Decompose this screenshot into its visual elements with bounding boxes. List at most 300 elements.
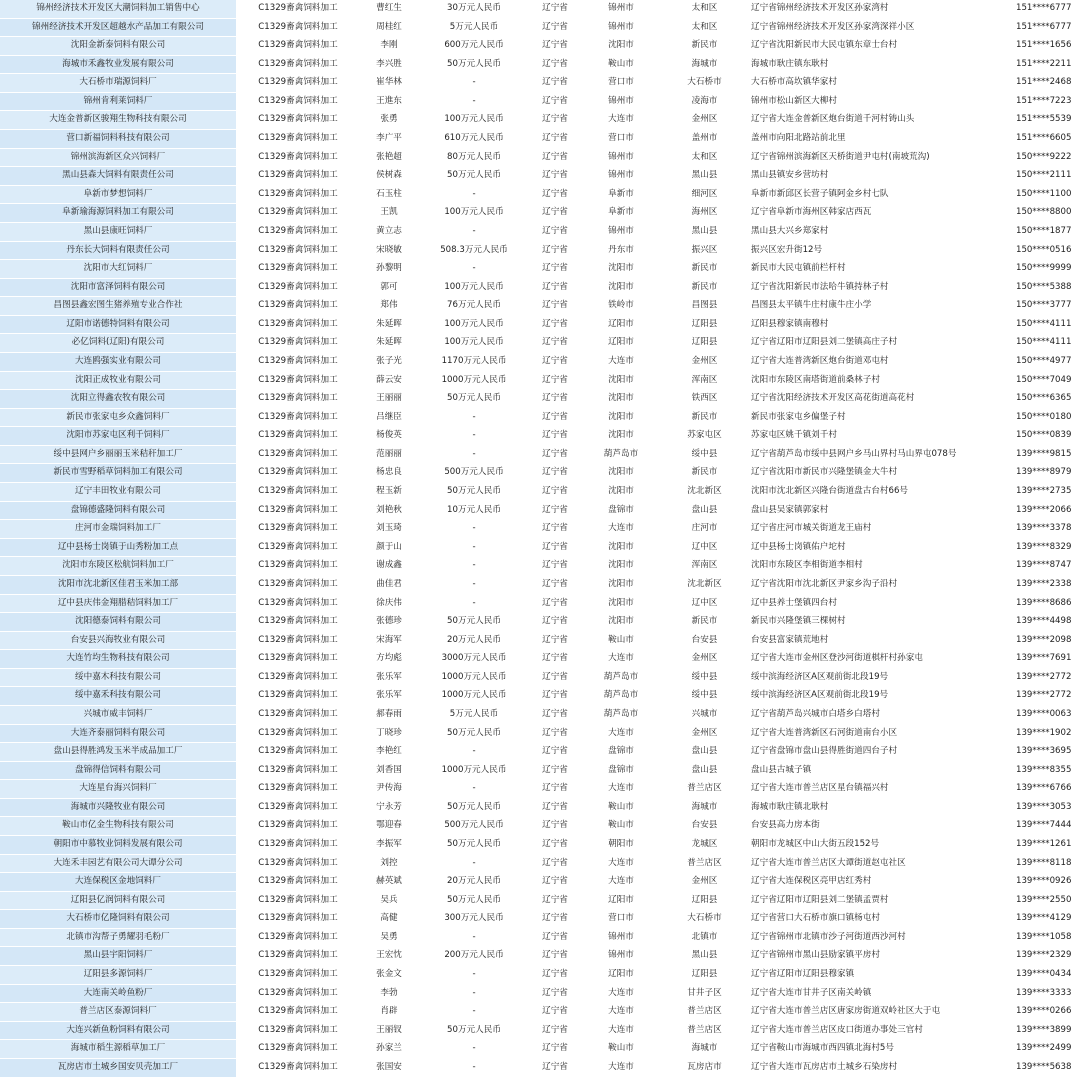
- phone-cell: 139****8355: [1014, 761, 1084, 780]
- table-row: [0, 0, 1084, 18]
- address-cell: 辽宁省大连市金州区登沙河街道棋杆村孙家屯: [747, 650, 1014, 669]
- city-cell: 大连市: [580, 724, 662, 743]
- company-name-cell: 普兰店区泰源饲料厂: [0, 1003, 236, 1022]
- registered-capital-cell: 50万元人民币: [418, 483, 530, 502]
- company-name-cell: 新民市张家屯乡众鑫饲料厂: [0, 408, 236, 427]
- table-row: [0, 390, 1084, 409]
- city-cell: 大连市: [580, 650, 662, 669]
- address-cell: 辽宁省辽阳市辽阳县刘二堡镇高庄子村: [747, 334, 1014, 353]
- city-cell: 辽阳市: [580, 966, 662, 985]
- address-cell: 锦州市松山新区大柳村: [747, 92, 1014, 111]
- city-cell: 鞍山市: [580, 55, 662, 74]
- company-name-cell: 黑山县森大饲料有限责任公司: [0, 167, 236, 186]
- industry-code-cell: C1329畜禽饲料加工: [236, 687, 360, 706]
- table-row: [0, 167, 1084, 186]
- table-row: [0, 687, 1084, 706]
- industry-code-cell: C1329畜禽饲料加工: [236, 891, 360, 910]
- industry-code-cell: C1329畜禽饲料加工: [236, 260, 360, 279]
- company-name-cell: 必亿饲料(辽阳)有限公司: [0, 334, 236, 353]
- registered-capital-cell: 1000万元人民币: [418, 371, 530, 390]
- company-name-cell: 辽中县杨士岗镇于山秀粉加工点: [0, 538, 236, 557]
- district-cell: 昌图县: [662, 297, 747, 316]
- province-cell: 辽宁省: [530, 167, 580, 186]
- registered-capital-cell: 50万元人民币: [418, 724, 530, 743]
- city-cell: 大连市: [580, 1021, 662, 1040]
- province-cell: 辽宁省: [530, 445, 580, 464]
- registered-capital-cell: -: [418, 594, 530, 613]
- company-name-cell: 海城市兴隆牧业有限公司: [0, 798, 236, 817]
- industry-code-cell: C1329畜禽饲料加工: [236, 278, 360, 297]
- table-row: [0, 297, 1084, 316]
- table-row: [0, 910, 1084, 929]
- industry-code-cell: C1329畜禽饲料加工: [236, 204, 360, 223]
- province-cell: 辽宁省: [530, 352, 580, 371]
- district-cell: 太和区: [662, 148, 747, 167]
- legal-rep-cell: 刘香国: [360, 761, 418, 780]
- industry-code-cell: C1329畜禽饲料加工: [236, 92, 360, 111]
- industry-code-cell: C1329畜禽饲料加工: [236, 1040, 360, 1059]
- phone-cell: 150****9999: [1014, 260, 1084, 279]
- registered-capital-cell: -: [418, 928, 530, 947]
- legal-rep-cell: 孙家兰: [360, 1040, 418, 1059]
- address-cell: 辽宁省大连市普兰店区星台镇福兴村: [747, 780, 1014, 799]
- table-row: [0, 557, 1084, 576]
- industry-code-cell: C1329畜禽饲料加工: [236, 984, 360, 1003]
- table-row: [0, 1003, 1084, 1022]
- legal-rep-cell: 石玉柱: [360, 185, 418, 204]
- address-cell: 辽宁省辽阳市辽阳县刘二堡镇孟贾村: [747, 891, 1014, 910]
- district-cell: 普兰店区: [662, 1021, 747, 1040]
- legal-rep-cell: 杨忠良: [360, 464, 418, 483]
- industry-code-cell: C1329畜禽饲料加工: [236, 55, 360, 74]
- phone-cell: 139****2066: [1014, 501, 1084, 520]
- address-cell: 阜新市新邱区长营子镇阿金乡村七队: [747, 185, 1014, 204]
- industry-code-cell: C1329畜禽饲料加工: [236, 761, 360, 780]
- district-cell: 新民市: [662, 613, 747, 632]
- company-name-cell: 沈阳金新泰饲料有限公司: [0, 37, 236, 56]
- district-cell: 金州区: [662, 111, 747, 130]
- legal-rep-cell: 张金文: [360, 966, 418, 985]
- city-cell: 铁岭市: [580, 297, 662, 316]
- address-cell: 辽宁省营口大石桥市旗口镇杨屯村: [747, 910, 1014, 929]
- address-cell: 辽宁省大连保税区亮甲店红秀村: [747, 873, 1014, 892]
- legal-rep-cell: 张国安: [360, 1058, 418, 1077]
- phone-cell: 150****7049: [1014, 371, 1084, 390]
- district-cell: 辽阳县: [662, 891, 747, 910]
- province-cell: 辽宁省: [530, 873, 580, 892]
- address-cell: 苏家屯区姚千镇刘千村: [747, 427, 1014, 446]
- table-row: [0, 817, 1084, 836]
- industry-code-cell: C1329畜禽饲料加工: [236, 0, 360, 18]
- table-row: [0, 520, 1084, 539]
- city-cell: 锦州市: [580, 18, 662, 37]
- phone-cell: 150****8800: [1014, 204, 1084, 223]
- city-cell: 盘锦市: [580, 743, 662, 762]
- company-name-cell: 辽阳市诺德特饲料有限公司: [0, 315, 236, 334]
- legal-rep-cell: 王宏忱: [360, 947, 418, 966]
- company-name-cell: 辽宁丰田牧业有限公司: [0, 483, 236, 502]
- registered-capital-cell: 500万元人民币: [418, 464, 530, 483]
- province-cell: 辽宁省: [530, 278, 580, 297]
- company-name-cell: 阜新市梦想饲料厂: [0, 185, 236, 204]
- phone-cell: 150****1877: [1014, 222, 1084, 241]
- industry-code-cell: C1329畜禽饲料加工: [236, 928, 360, 947]
- city-cell: 营口市: [580, 130, 662, 149]
- industry-code-cell: C1329畜禽饲料加工: [236, 668, 360, 687]
- registered-capital-cell: -: [418, 780, 530, 799]
- district-cell: 新民市: [662, 278, 747, 297]
- district-cell: 大石桥市: [662, 74, 747, 93]
- table-row: [0, 185, 1084, 204]
- district-cell: 盘山县: [662, 761, 747, 780]
- city-cell: 葫芦岛市: [580, 668, 662, 687]
- company-name-cell: 丹东长大饲料有限责任公司: [0, 241, 236, 260]
- company-name-cell: 锦州肯利莱饲料厂: [0, 92, 236, 111]
- province-cell: 辽宁省: [530, 55, 580, 74]
- registered-capital-cell: -: [418, 408, 530, 427]
- company-name-cell: 大连金普新区骏翔生物科技有限公司: [0, 111, 236, 130]
- table-row: [0, 798, 1084, 817]
- district-cell: 龙城区: [662, 836, 747, 855]
- phone-cell: 139****3333: [1014, 984, 1084, 1003]
- phone-cell: 150****4111: [1014, 334, 1084, 353]
- company-name-cell: 盘山县得胜鸿发玉米半成品加工厂: [0, 743, 236, 762]
- registered-capital-cell: 100万元人民币: [418, 334, 530, 353]
- address-cell: 大石桥市高坎镇华家村: [747, 74, 1014, 93]
- industry-code-cell: C1329畜禽饲料加工: [236, 371, 360, 390]
- province-cell: 辽宁省: [530, 185, 580, 204]
- province-cell: 辽宁省: [530, 501, 580, 520]
- district-cell: 海州区: [662, 204, 747, 223]
- district-cell: 凌海市: [662, 92, 747, 111]
- company-name-cell: 沈阳市大红饲料厂: [0, 260, 236, 279]
- company-name-cell: 沈阳德泰饲料有限公司: [0, 613, 236, 632]
- table-row: [0, 761, 1084, 780]
- table-row: [0, 650, 1084, 669]
- company-name-cell: 新民市雪野稻草饲料加工有限公司: [0, 464, 236, 483]
- phone-cell: 150****1100: [1014, 185, 1084, 204]
- industry-code-cell: C1329畜禽饲料加工: [236, 575, 360, 594]
- registered-capital-cell: 76万元人民币: [418, 297, 530, 316]
- table-row: [0, 92, 1084, 111]
- industry-code-cell: C1329畜禽饲料加工: [236, 705, 360, 724]
- legal-rep-cell: 张勇: [360, 111, 418, 130]
- legal-rep-cell: 郝春雨: [360, 705, 418, 724]
- address-cell: 辽宁省锦州市北镇市沙子河街道西沙河村: [747, 928, 1014, 947]
- city-cell: 沈阳市: [580, 538, 662, 557]
- legal-rep-cell: 张德珍: [360, 613, 418, 632]
- province-cell: 辽宁省: [530, 891, 580, 910]
- company-name-cell: 大连星台海兴饲料厂: [0, 780, 236, 799]
- registered-capital-cell: -: [418, 74, 530, 93]
- registered-capital-cell: 1170万元人民币: [418, 352, 530, 371]
- industry-code-cell: C1329畜禽饲料加工: [236, 297, 360, 316]
- city-cell: 沈阳市: [580, 575, 662, 594]
- city-cell: 沈阳市: [580, 408, 662, 427]
- district-cell: 辽阳县: [662, 966, 747, 985]
- registered-capital-cell: 5万元人民币: [418, 705, 530, 724]
- city-cell: 锦州市: [580, 928, 662, 947]
- registered-capital-cell: 100万元人民币: [418, 111, 530, 130]
- registered-capital-cell: -: [418, 966, 530, 985]
- company-name-cell: 大连兴新鱼粉饲料有限公司: [0, 1021, 236, 1040]
- address-cell: 辽宁省大连普湾新区石河街道南台小区: [747, 724, 1014, 743]
- legal-rep-cell: 徐庆伟: [360, 594, 418, 613]
- company-name-cell: 大连鸥强实业有限公司: [0, 352, 236, 371]
- table-row: [0, 873, 1084, 892]
- registered-capital-cell: 50万元人民币: [418, 891, 530, 910]
- province-cell: 辽宁省: [530, 947, 580, 966]
- industry-code-cell: C1329畜禽饲料加工: [236, 501, 360, 520]
- province-cell: 辽宁省: [530, 483, 580, 502]
- industry-code-cell: C1329畜禽饲料加工: [236, 1058, 360, 1077]
- district-cell: 辽中区: [662, 594, 747, 613]
- city-cell: 鞍山市: [580, 817, 662, 836]
- province-cell: 辽宁省: [530, 1058, 580, 1077]
- legal-rep-cell: 刘玉琦: [360, 520, 418, 539]
- company-name-cell: 辽阳县多源饲料厂: [0, 966, 236, 985]
- province-cell: 辽宁省: [530, 464, 580, 483]
- registered-capital-cell: 50万元人民币: [418, 1021, 530, 1040]
- registered-capital-cell: 5万元人民币: [418, 18, 530, 37]
- district-cell: 沈北新区: [662, 575, 747, 594]
- city-cell: 营口市: [580, 910, 662, 929]
- legal-rep-cell: 张子光: [360, 352, 418, 371]
- table-row: [0, 668, 1084, 687]
- table-row: [0, 260, 1084, 279]
- phone-cell: 139****7444: [1014, 817, 1084, 836]
- province-cell: 辽宁省: [530, 668, 580, 687]
- table-row: [0, 947, 1084, 966]
- legal-rep-cell: 方均彪: [360, 650, 418, 669]
- phone-cell: 139****4498: [1014, 613, 1084, 632]
- address-cell: 朝阳市龙城区中山大街五段152号: [747, 836, 1014, 855]
- province-cell: 辽宁省: [530, 204, 580, 223]
- city-cell: 沈阳市: [580, 464, 662, 483]
- address-cell: 辽宁省沈阳经济技术开发区高花街道高花村: [747, 390, 1014, 409]
- city-cell: 大连市: [580, 873, 662, 892]
- district-cell: 太和区: [662, 18, 747, 37]
- district-cell: 太和区: [662, 0, 747, 18]
- address-cell: 辽宁省大连市瓦房店市土城乡石染房村: [747, 1058, 1014, 1077]
- table-row: [0, 575, 1084, 594]
- city-cell: 锦州市: [580, 947, 662, 966]
- industry-code-cell: C1329畜禽饲料加工: [236, 947, 360, 966]
- legal-rep-cell: 王丽丽: [360, 390, 418, 409]
- province-cell: 辽宁省: [530, 743, 580, 762]
- registered-capital-cell: -: [418, 222, 530, 241]
- legal-rep-cell: 颜于山: [360, 538, 418, 557]
- city-cell: 沈阳市: [580, 613, 662, 632]
- legal-rep-cell: 孙黎明: [360, 260, 418, 279]
- district-cell: 海城市: [662, 798, 747, 817]
- phone-cell: 139****3899: [1014, 1021, 1084, 1040]
- province-cell: 辽宁省: [530, 594, 580, 613]
- industry-code-cell: C1329畜禽饲料加工: [236, 854, 360, 873]
- legal-rep-cell: 宋海军: [360, 631, 418, 650]
- company-name-cell: 大连保税区金地饲料厂: [0, 873, 236, 892]
- legal-rep-cell: 李艳红: [360, 743, 418, 762]
- phone-cell: 139****5638: [1014, 1058, 1084, 1077]
- table-row: [0, 371, 1084, 390]
- phone-cell: 139****3053: [1014, 798, 1084, 817]
- legal-rep-cell: 朱延晖: [360, 334, 418, 353]
- registered-capital-cell: 300万元人民币: [418, 910, 530, 929]
- registered-capital-cell: -: [418, 185, 530, 204]
- registered-capital-cell: 50万元人民币: [418, 836, 530, 855]
- registered-capital-cell: 20万元人民币: [418, 873, 530, 892]
- province-cell: 辽宁省: [530, 557, 580, 576]
- legal-rep-cell: 吕继臣: [360, 408, 418, 427]
- registered-capital-cell: -: [418, 92, 530, 111]
- company-name-cell: 锦州滨海新区众兴饲料厂: [0, 148, 236, 167]
- city-cell: 大连市: [580, 984, 662, 1003]
- district-cell: 沈北新区: [662, 483, 747, 502]
- province-cell: 辽宁省: [530, 0, 580, 18]
- company-name-cell: 兴城市威丰饲料厂: [0, 705, 236, 724]
- phone-cell: 139****4129: [1014, 910, 1084, 929]
- phone-cell: 139****0926: [1014, 873, 1084, 892]
- province-cell: 辽宁省: [530, 910, 580, 929]
- city-cell: 辽阳市: [580, 334, 662, 353]
- legal-rep-cell: 刘艳秋: [360, 501, 418, 520]
- legal-rep-cell: 张艳超: [360, 148, 418, 167]
- legal-rep-cell: 宋晓敏: [360, 241, 418, 260]
- city-cell: 鞍山市: [580, 1040, 662, 1059]
- district-cell: 黑山县: [662, 222, 747, 241]
- address-cell: 辽宁省沈阳市沈北新区尹家乡沟子沿村: [747, 575, 1014, 594]
- address-cell: 辽宁省锦州经济技术开发区孙家湾村: [747, 0, 1014, 18]
- province-cell: 辽宁省: [530, 687, 580, 706]
- table-row: [0, 315, 1084, 334]
- province-cell: 辽宁省: [530, 575, 580, 594]
- address-cell: 辽宁省大连市普兰店区皮口街道办事处三官村: [747, 1021, 1014, 1040]
- address-cell: 台安县富家镇荒地村: [747, 631, 1014, 650]
- registered-capital-cell: -: [418, 427, 530, 446]
- company-name-cell: 海城市禾鑫牧业发展有限公司: [0, 55, 236, 74]
- legal-rep-cell: 黄立志: [360, 222, 418, 241]
- legal-rep-cell: 曲佳君: [360, 575, 418, 594]
- table-row: [0, 836, 1084, 855]
- city-cell: 阜新市: [580, 185, 662, 204]
- address-cell: 辽宁省庄河市城关街道龙王庙村: [747, 520, 1014, 539]
- registered-capital-cell: 600万元人民币: [418, 37, 530, 56]
- legal-rep-cell: 郭可: [360, 278, 418, 297]
- district-cell: 大石桥市: [662, 910, 747, 929]
- province-cell: 辽宁省: [530, 538, 580, 557]
- table-row: [0, 780, 1084, 799]
- registered-capital-cell: 508.3万元人民币: [418, 241, 530, 260]
- city-cell: 辽阳市: [580, 891, 662, 910]
- district-cell: 兴城市: [662, 705, 747, 724]
- phone-cell: 139****8979: [1014, 464, 1084, 483]
- phone-cell: 139****2098: [1014, 631, 1084, 650]
- registered-capital-cell: -: [418, 1003, 530, 1022]
- province-cell: 辽宁省: [530, 613, 580, 632]
- registered-capital-cell: 100万元人民币: [418, 315, 530, 334]
- phone-cell: 139****0434: [1014, 966, 1084, 985]
- phone-cell: 150****4111: [1014, 315, 1084, 334]
- phone-cell: 150****3777: [1014, 297, 1084, 316]
- company-name-cell: 绥中嘉禾科技有限公司: [0, 687, 236, 706]
- company-name-cell: 海城市稻生源稻草加工厂: [0, 1040, 236, 1059]
- company-name-cell: 昌图县鑫宏图生猪养殖专业合作社: [0, 297, 236, 316]
- legal-rep-cell: 李广平: [360, 130, 418, 149]
- table-row: [0, 334, 1084, 353]
- company-name-cell: 大连竹均生物科技有限公司: [0, 650, 236, 669]
- industry-code-cell: C1329畜禽饲料加工: [236, 780, 360, 799]
- province-cell: 辽宁省: [530, 984, 580, 1003]
- province-cell: 辽宁省: [530, 631, 580, 650]
- industry-code-cell: C1329畜禽饲料加工: [236, 1021, 360, 1040]
- table-row: [0, 111, 1084, 130]
- company-name-cell: 辽中县庆伟金翔腊秸饲料加工厂: [0, 594, 236, 613]
- legal-rep-cell: 丁晓珍: [360, 724, 418, 743]
- registered-capital-cell: 80万元人民币: [418, 148, 530, 167]
- industry-code-cell: C1329畜禽饲料加工: [236, 966, 360, 985]
- address-cell: 盖州市向阳北路站前北里: [747, 130, 1014, 149]
- province-cell: 辽宁省: [530, 798, 580, 817]
- city-cell: 大连市: [580, 1003, 662, 1022]
- legal-rep-cell: 侯树森: [360, 167, 418, 186]
- district-cell: 新民市: [662, 260, 747, 279]
- address-cell: 振兴区宏升街12号: [747, 241, 1014, 260]
- district-cell: 黑山县: [662, 947, 747, 966]
- table-row: [0, 594, 1084, 613]
- city-cell: 葫芦岛市: [580, 687, 662, 706]
- registered-capital-cell: -: [418, 557, 530, 576]
- province-cell: 辽宁省: [530, 928, 580, 947]
- industry-code-cell: C1329畜禽饲料加工: [236, 427, 360, 446]
- table-row: [0, 148, 1084, 167]
- registered-capital-cell: 50万元人民币: [418, 390, 530, 409]
- table-row: [0, 743, 1084, 762]
- table-row: [0, 1021, 1084, 1040]
- district-cell: 海城市: [662, 55, 747, 74]
- registered-capital-cell: -: [418, 743, 530, 762]
- district-cell: 黑山县: [662, 167, 747, 186]
- legal-rep-cell: 谢成鑫: [360, 557, 418, 576]
- phone-cell: 139****6766: [1014, 780, 1084, 799]
- address-cell: 辽宁省盘锦市盘山县得胜街道四台子村: [747, 743, 1014, 762]
- city-cell: 沈阳市: [580, 278, 662, 297]
- phone-cell: 139****8686: [1014, 594, 1084, 613]
- legal-rep-cell: 肖辟: [360, 1003, 418, 1022]
- company-name-cell: 大石桥市瑞源饲料厂: [0, 74, 236, 93]
- registered-capital-cell: 50万元人民币: [418, 798, 530, 817]
- phone-cell: 139****3378: [1014, 520, 1084, 539]
- province-cell: 辽宁省: [530, 650, 580, 669]
- city-cell: 大连市: [580, 854, 662, 873]
- district-cell: 甘井子区: [662, 984, 747, 1003]
- phone-cell: 139****2772: [1014, 668, 1084, 687]
- legal-rep-cell: 王凯: [360, 204, 418, 223]
- legal-rep-cell: 鄂迎春: [360, 817, 418, 836]
- phone-cell: 139****2735: [1014, 483, 1084, 502]
- province-cell: 辽宁省: [530, 520, 580, 539]
- district-cell: 台安县: [662, 631, 747, 650]
- company-name-cell: 朝阳市中慕牧业饲料发展有限公司: [0, 836, 236, 855]
- city-cell: 沈阳市: [580, 260, 662, 279]
- phone-cell: 139****3695: [1014, 743, 1084, 762]
- table-row: [0, 278, 1084, 297]
- table-row: [0, 891, 1084, 910]
- address-cell: 辽宁省辽阳市辽阳县穆家镇: [747, 966, 1014, 985]
- legal-rep-cell: 李刚: [360, 37, 418, 56]
- address-cell: 黑山县大兴乡郑家村: [747, 222, 1014, 241]
- table-row: [0, 130, 1084, 149]
- address-cell: 辽宁省葫芦岛市绥中县网户乡马山界村马山界屯078号: [747, 445, 1014, 464]
